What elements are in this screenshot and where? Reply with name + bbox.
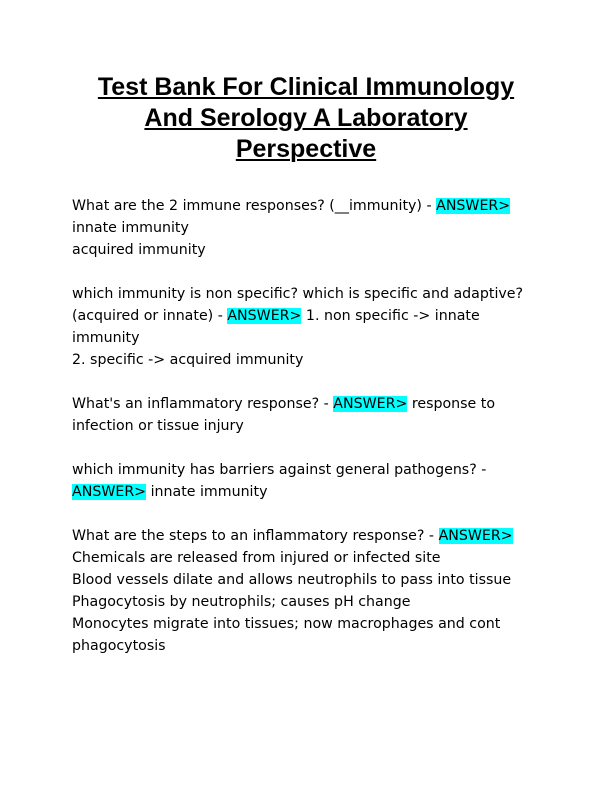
qa-item <box>72 525 552 657</box>
qa-line: Phagocytosis by neutrophils; causes pH change <box>72 594 411 610</box>
qa-line <box>72 195 552 217</box>
qa-line: immunity <box>72 330 140 346</box>
qa-item <box>72 195 552 261</box>
title-line-2: And Serology A Laboratory <box>144 104 468 132</box>
qa-text-after: innate immunity <box>146 484 268 500</box>
qa-list <box>72 195 552 679</box>
qa-text-before: What's an inflammatory response? - <box>72 396 334 412</box>
qa-text-after: response to <box>407 396 496 412</box>
qa-text-after: 1. non specific -> innate <box>301 308 480 324</box>
qa-line: innate immunity <box>72 220 189 236</box>
qa-line: which immunity has barriers against general pathogens? - <box>72 462 487 478</box>
qa-line: 2. specific -> acquired immunity <box>72 352 304 368</box>
qa-text-before: What are the steps to an inflammatory response? - <box>72 528 439 544</box>
qa-line: acquired immunity <box>72 242 206 258</box>
answer-marker: ANSWER> <box>438 528 513 544</box>
qa-line <box>72 481 552 503</box>
qa-text-before: (acquired or innate) - <box>72 308 228 324</box>
answer-marker: ANSWER> <box>436 198 511 214</box>
qa-line: infection or tissue injury <box>72 418 244 434</box>
document-title <box>60 72 552 165</box>
qa-line <box>72 305 552 327</box>
qa-line: Blood vessels dilate and allows neutrophils to pass into tissue <box>72 572 512 588</box>
qa-line: Chemicals are released from injured or infected site <box>72 550 441 566</box>
qa-item <box>72 283 552 371</box>
title-line-1: Test Bank For Clinical Immunology <box>97 73 515 101</box>
qa-line: which immunity is non specific? which is specific and adaptive? <box>72 286 524 302</box>
title-line-3: Perspective <box>235 135 377 163</box>
qa-text-before: What are the 2 immune responses? (__immunity) - <box>72 198 437 214</box>
qa-line <box>72 525 552 547</box>
answer-marker: ANSWER> <box>227 308 302 324</box>
answer-marker: ANSWER> <box>72 484 147 500</box>
qa-item <box>72 393 552 437</box>
qa-line: phagocytosis <box>72 638 166 654</box>
qa-item <box>72 459 552 503</box>
answer-marker: ANSWER> <box>333 396 408 412</box>
qa-line <box>72 393 552 415</box>
qa-line: Monocytes migrate into tissues; now macrophages and cont <box>72 616 501 632</box>
